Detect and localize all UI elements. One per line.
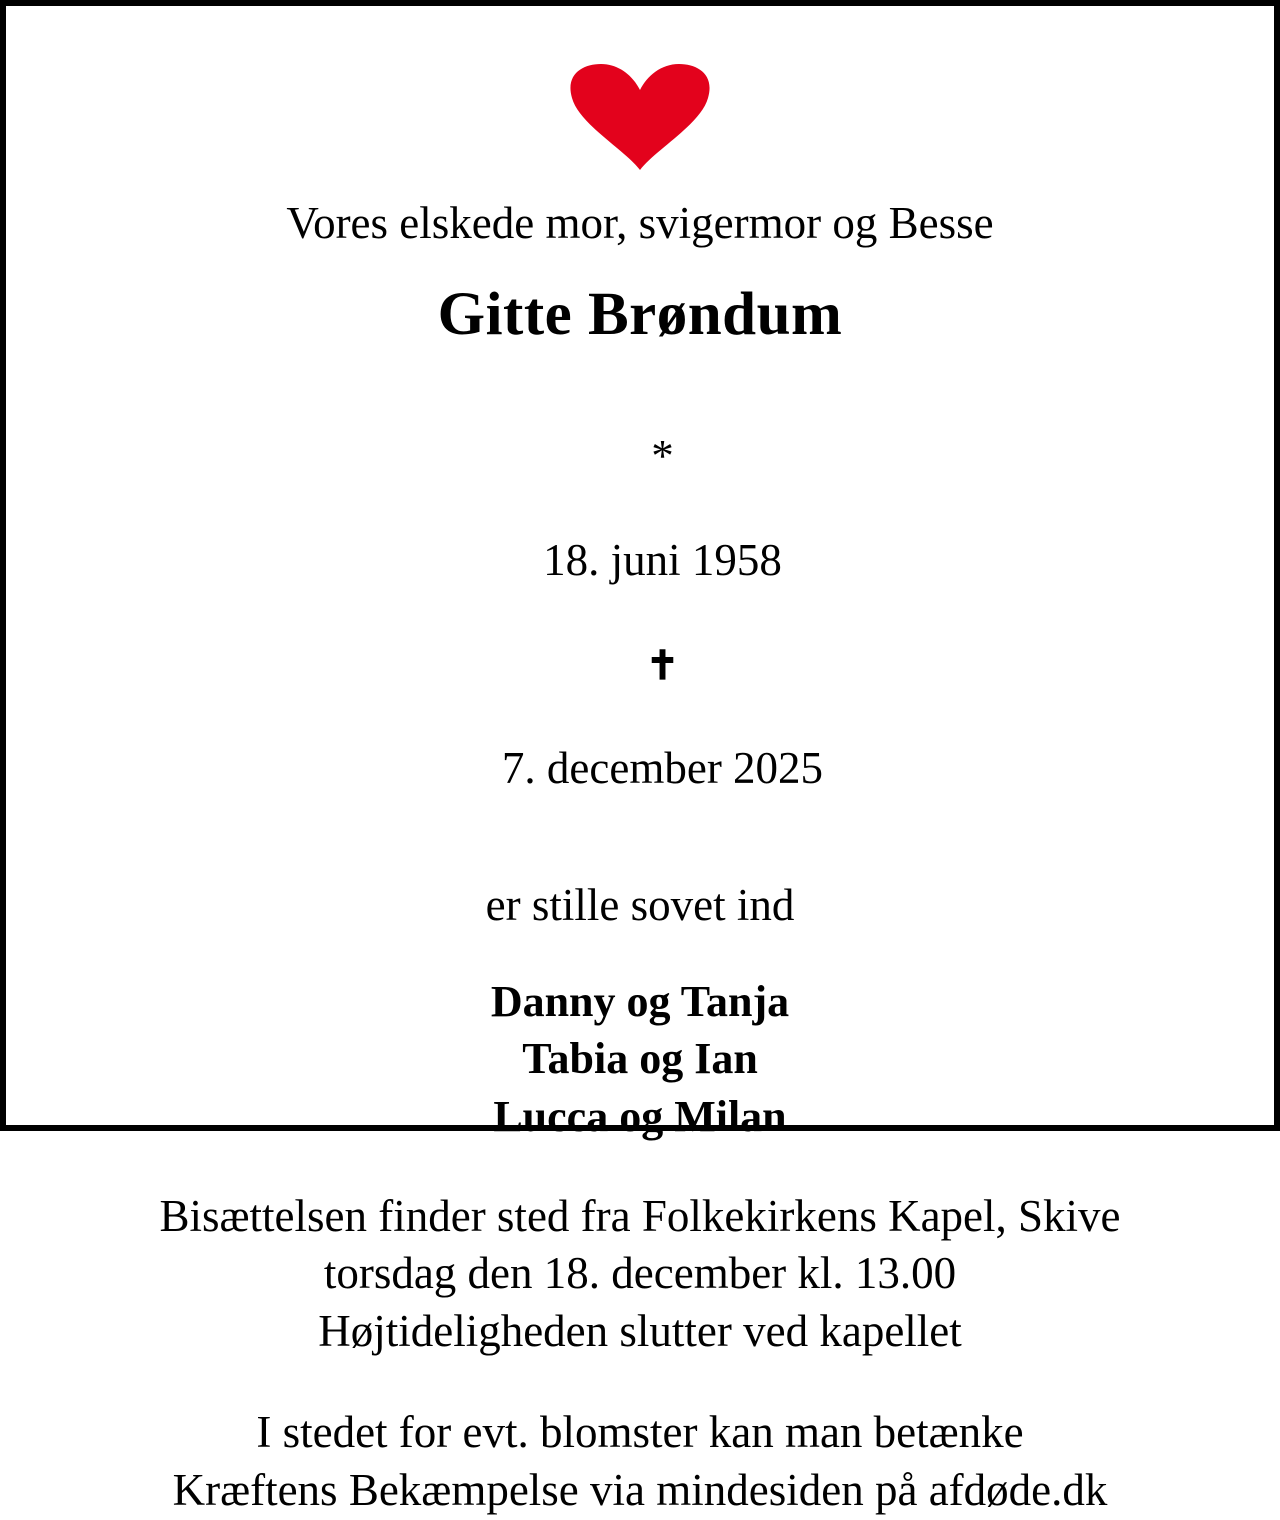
- ceremony-line: torsdag den 18. december kl. 13.00: [323, 1248, 957, 1299]
- deceased-name: Gitte Brøndum: [437, 280, 843, 348]
- life-dates: [457, 378, 823, 846]
- donation-line: Kræftens Bekæmpelse via mindesiden på afdøde.dk: [172, 1465, 1108, 1515]
- survivor-line: Danny og Tanja: [490, 976, 790, 1026]
- survivors-list: [491, 973, 789, 1146]
- donation-note: [173, 1404, 1108, 1519]
- death-date: 7. december 2025: [501, 742, 824, 793]
- birth-symbol: *: [651, 430, 674, 481]
- birth-date: 18. juni 1958: [543, 534, 782, 585]
- ceremony-line: Højtideligheden slutter ved kapellet: [318, 1305, 962, 1356]
- death-symbol: ✝: [645, 641, 680, 689]
- survivor-line: Lucca og Milan: [493, 1092, 787, 1141]
- donation-line: I stedet for evt. blomster kan man betænke: [256, 1407, 1024, 1458]
- ceremony-line: Bisættelsen finder sted fra Folkekirkens Kapel, Skive: [159, 1190, 1121, 1241]
- rested-line: er stille sovet ind: [485, 879, 795, 930]
- intro-line: Vores elskede mor, svigermor og Besse: [286, 198, 994, 248]
- ceremony-details: [159, 1188, 1120, 1361]
- survivor-line: Tabia og Ian: [522, 1034, 758, 1084]
- heart-icon: [567, 62, 713, 172]
